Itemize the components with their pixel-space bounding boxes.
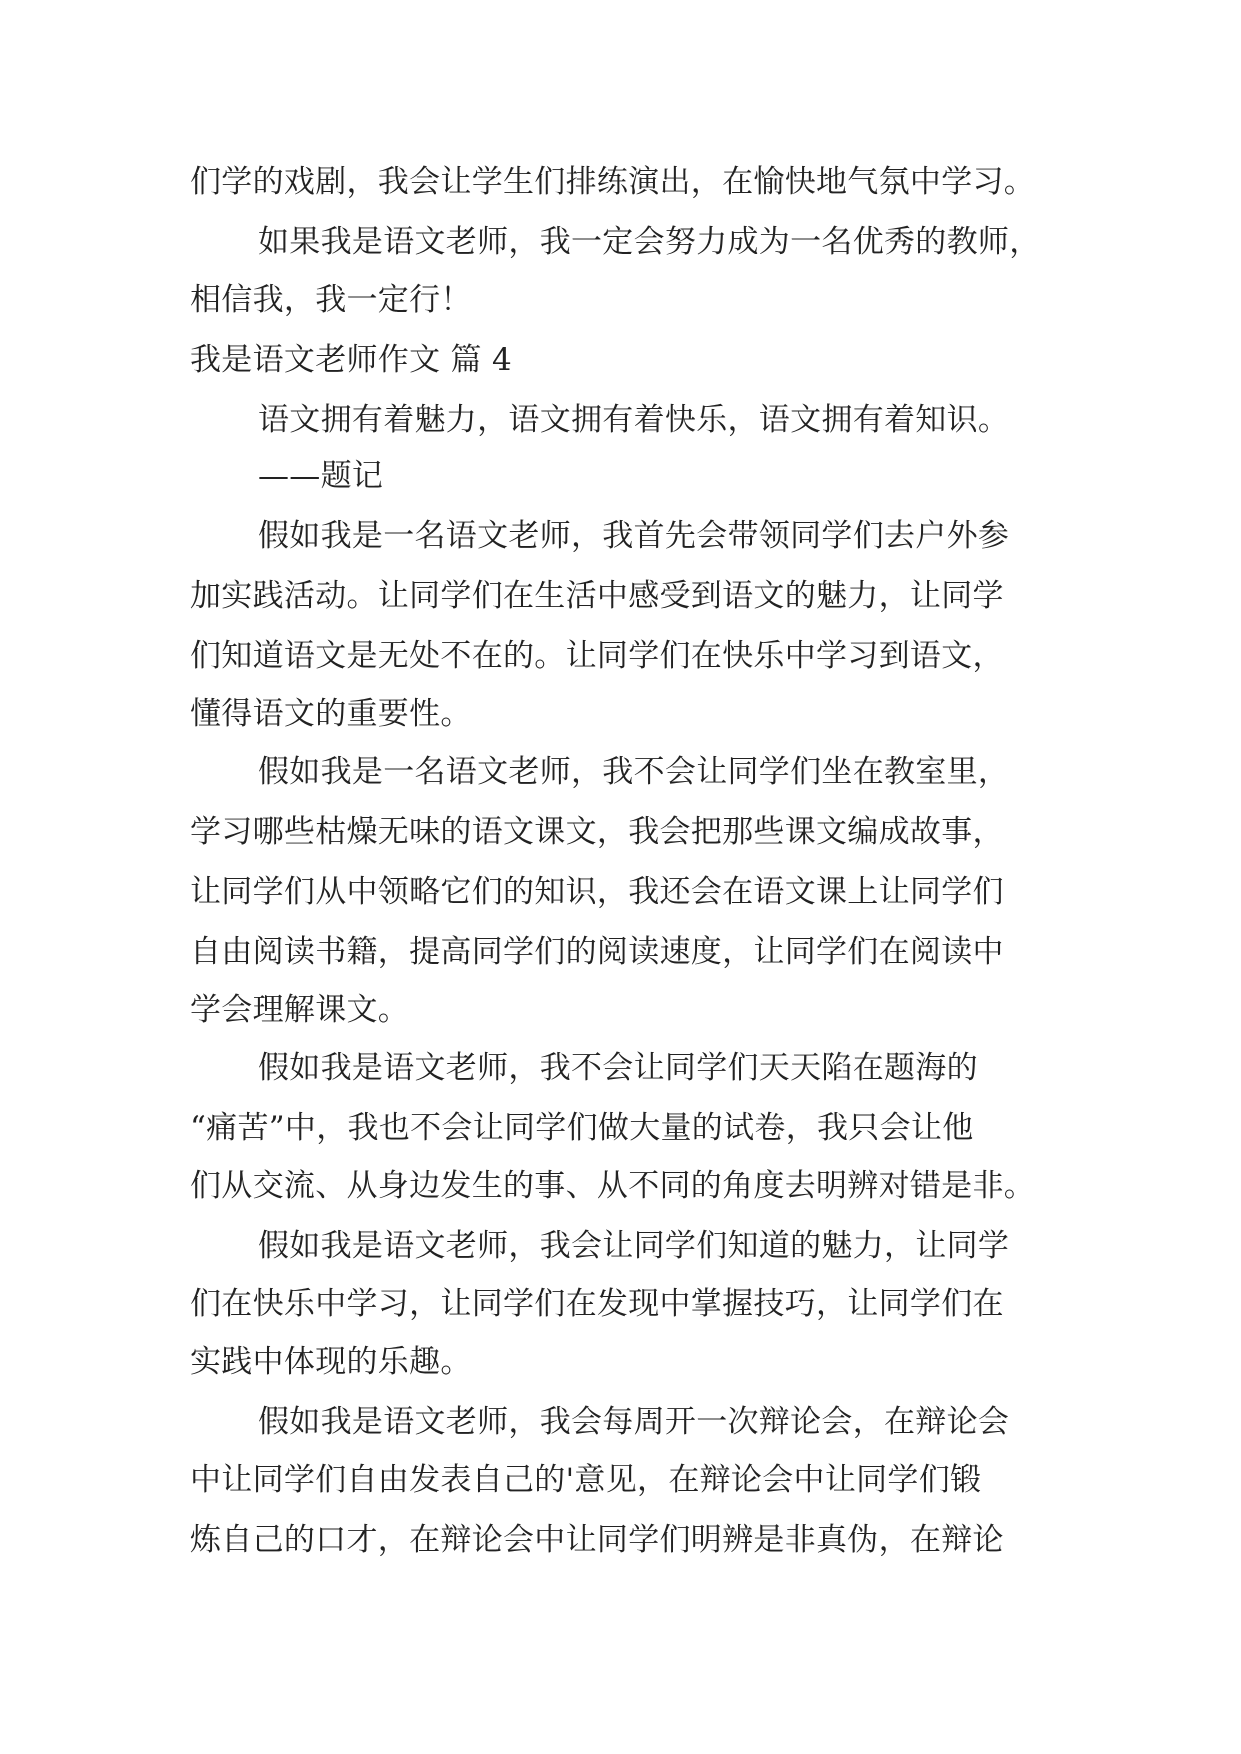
body-text-line: 相信我，我一定行！ (190, 282, 472, 318)
body-text-line: 实践中体现的乐趣。 (190, 1344, 472, 1380)
body-text-line: 们在快乐中学习，让同学们在发现中掌握技巧，让同学们在 (190, 1286, 1004, 1322)
body-text-line: 们学的戏剧，我会让学生们排练演出，在愉快地气氛中学习。 (190, 164, 1036, 200)
body-text-line: 自由阅读书籍，提高同学们的阅读速度，让同学们在阅读中 (190, 934, 1004, 970)
body-text-line: 语文拥有着魅力，语文拥有着快乐，语文拥有着知识。 (258, 402, 1010, 438)
body-text-line: 加实践活动。让同学们在生活中感受到语文的魅力，让同学 (190, 578, 1004, 614)
body-text-line: 懂得语文的重要性。 (190, 696, 472, 732)
body-text-line: 学会理解课文。 (190, 992, 410, 1028)
body-text-line: 假如我是语文老师，我会让同学们知道的魅力，让同学 (258, 1228, 1010, 1264)
section-heading: 我是语文老师作文 篇 4 (190, 342, 513, 378)
body-text-line: 中让同学们自由发表自己的'意见，在辩论会中让同学们锻 (190, 1462, 982, 1498)
body-text-line: 假如我是语文老师，我不会让同学们天天陷在题海的 (258, 1050, 978, 1086)
body-text-line: 如果我是语文老师，我一定会努力成为一名优秀的教师， (258, 224, 1041, 260)
epigraph-attribution: ——题记 (258, 458, 384, 494)
body-text-line: “痛苦”中，我也不会让同学们做大量的试卷，我只会让他 (190, 1110, 974, 1146)
body-text-line: 们知道语文是无处不在的。让同学们在快乐中学习到语文， (190, 638, 1004, 674)
body-text-line: 让同学们从中领略它们的知识，我还会在语文课上让同学们 (190, 874, 1004, 910)
body-text-line: 假如我是语文老师，我会每周开一次辩论会，在辩论会 (258, 1404, 1010, 1440)
body-text-line: 学习哪些枯燥无味的语文课文，我会把那些课文编成故事， (190, 814, 1004, 850)
body-text-line: 假如我是一名语文老师，我首先会带领同学们去户外参 (258, 518, 1010, 554)
body-text-line: 炼自己的口才，在辩论会中让同学们明辨是非真伪，在辩论 (190, 1522, 1004, 1558)
body-text-line: 们从交流、从身边发生的事、从不同的角度去明辨对错是非。 (190, 1168, 1036, 1204)
body-text-line: 假如我是一名语文老师，我不会让同学们坐在教室里， (258, 754, 1010, 790)
